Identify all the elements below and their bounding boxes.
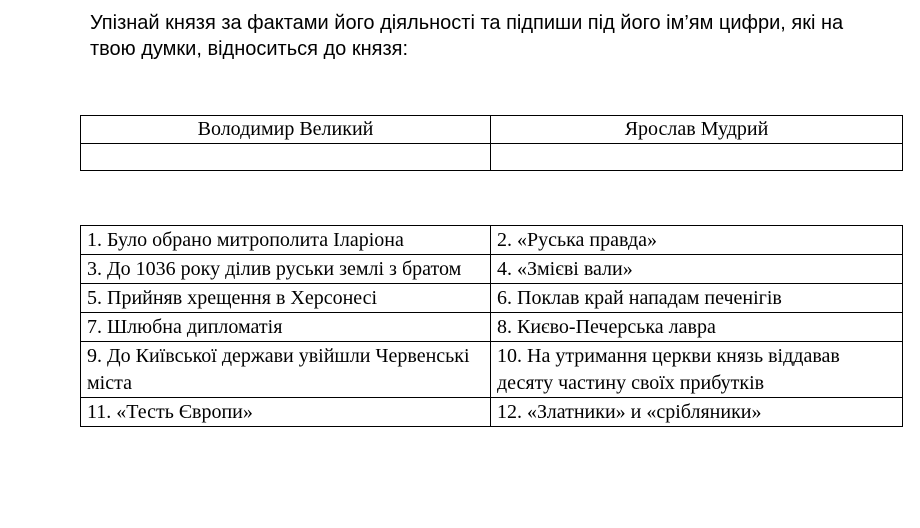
fact-cell: 11. «Тесть Європи» <box>81 398 491 427</box>
fact-cell: 4. «Змієві вали» <box>491 255 903 284</box>
header-row <box>81 116 903 144</box>
prince-names-table <box>80 115 903 171</box>
prince-yaroslav-header: Ярослав Мудрий <box>491 116 903 144</box>
table-row <box>81 284 903 313</box>
fact-cell: 2. «Руська правда» <box>491 226 903 255</box>
table-row <box>81 255 903 284</box>
fact-cell: 3. До 1036 року ділив руськи землі з братом <box>81 255 491 284</box>
fact-cell: 5. Прийняв хрещення в Херсонесі <box>81 284 491 313</box>
fact-cell: 10. На утримання церкви князь віддавав десяту частину своїх прибутків <box>491 342 903 398</box>
volodymyr-answer-cell[interactable] <box>81 144 491 171</box>
task-instruction: Упізнай князя за фактами його діяльності та підпиши під його ім’ям цифри, які на твою думки, відноситься до князя: <box>90 12 844 60</box>
yaroslav-answer-cell[interactable] <box>491 144 903 171</box>
fact-cell: 1. Було обрано митрополита Іларіона <box>81 226 491 255</box>
fact-cell: 6. Поклав край нападам печенігів <box>491 284 903 313</box>
facts-table <box>80 225 903 427</box>
answer-row <box>81 144 903 171</box>
prince-volodymyr-header: Володимир Великий <box>81 116 491 144</box>
table-row <box>81 342 903 398</box>
fact-cell: 12. «Златники» и «срібляники» <box>491 398 903 427</box>
table-row <box>81 313 903 342</box>
fact-cell: 9. До Київської держави увійшли Червенські міста <box>81 342 491 398</box>
table-row <box>81 398 903 427</box>
fact-cell: 8. Києво-Печерська лавра <box>491 313 903 342</box>
fact-cell: 7. Шлюбна дипломатія <box>81 313 491 342</box>
table-row <box>81 226 903 255</box>
